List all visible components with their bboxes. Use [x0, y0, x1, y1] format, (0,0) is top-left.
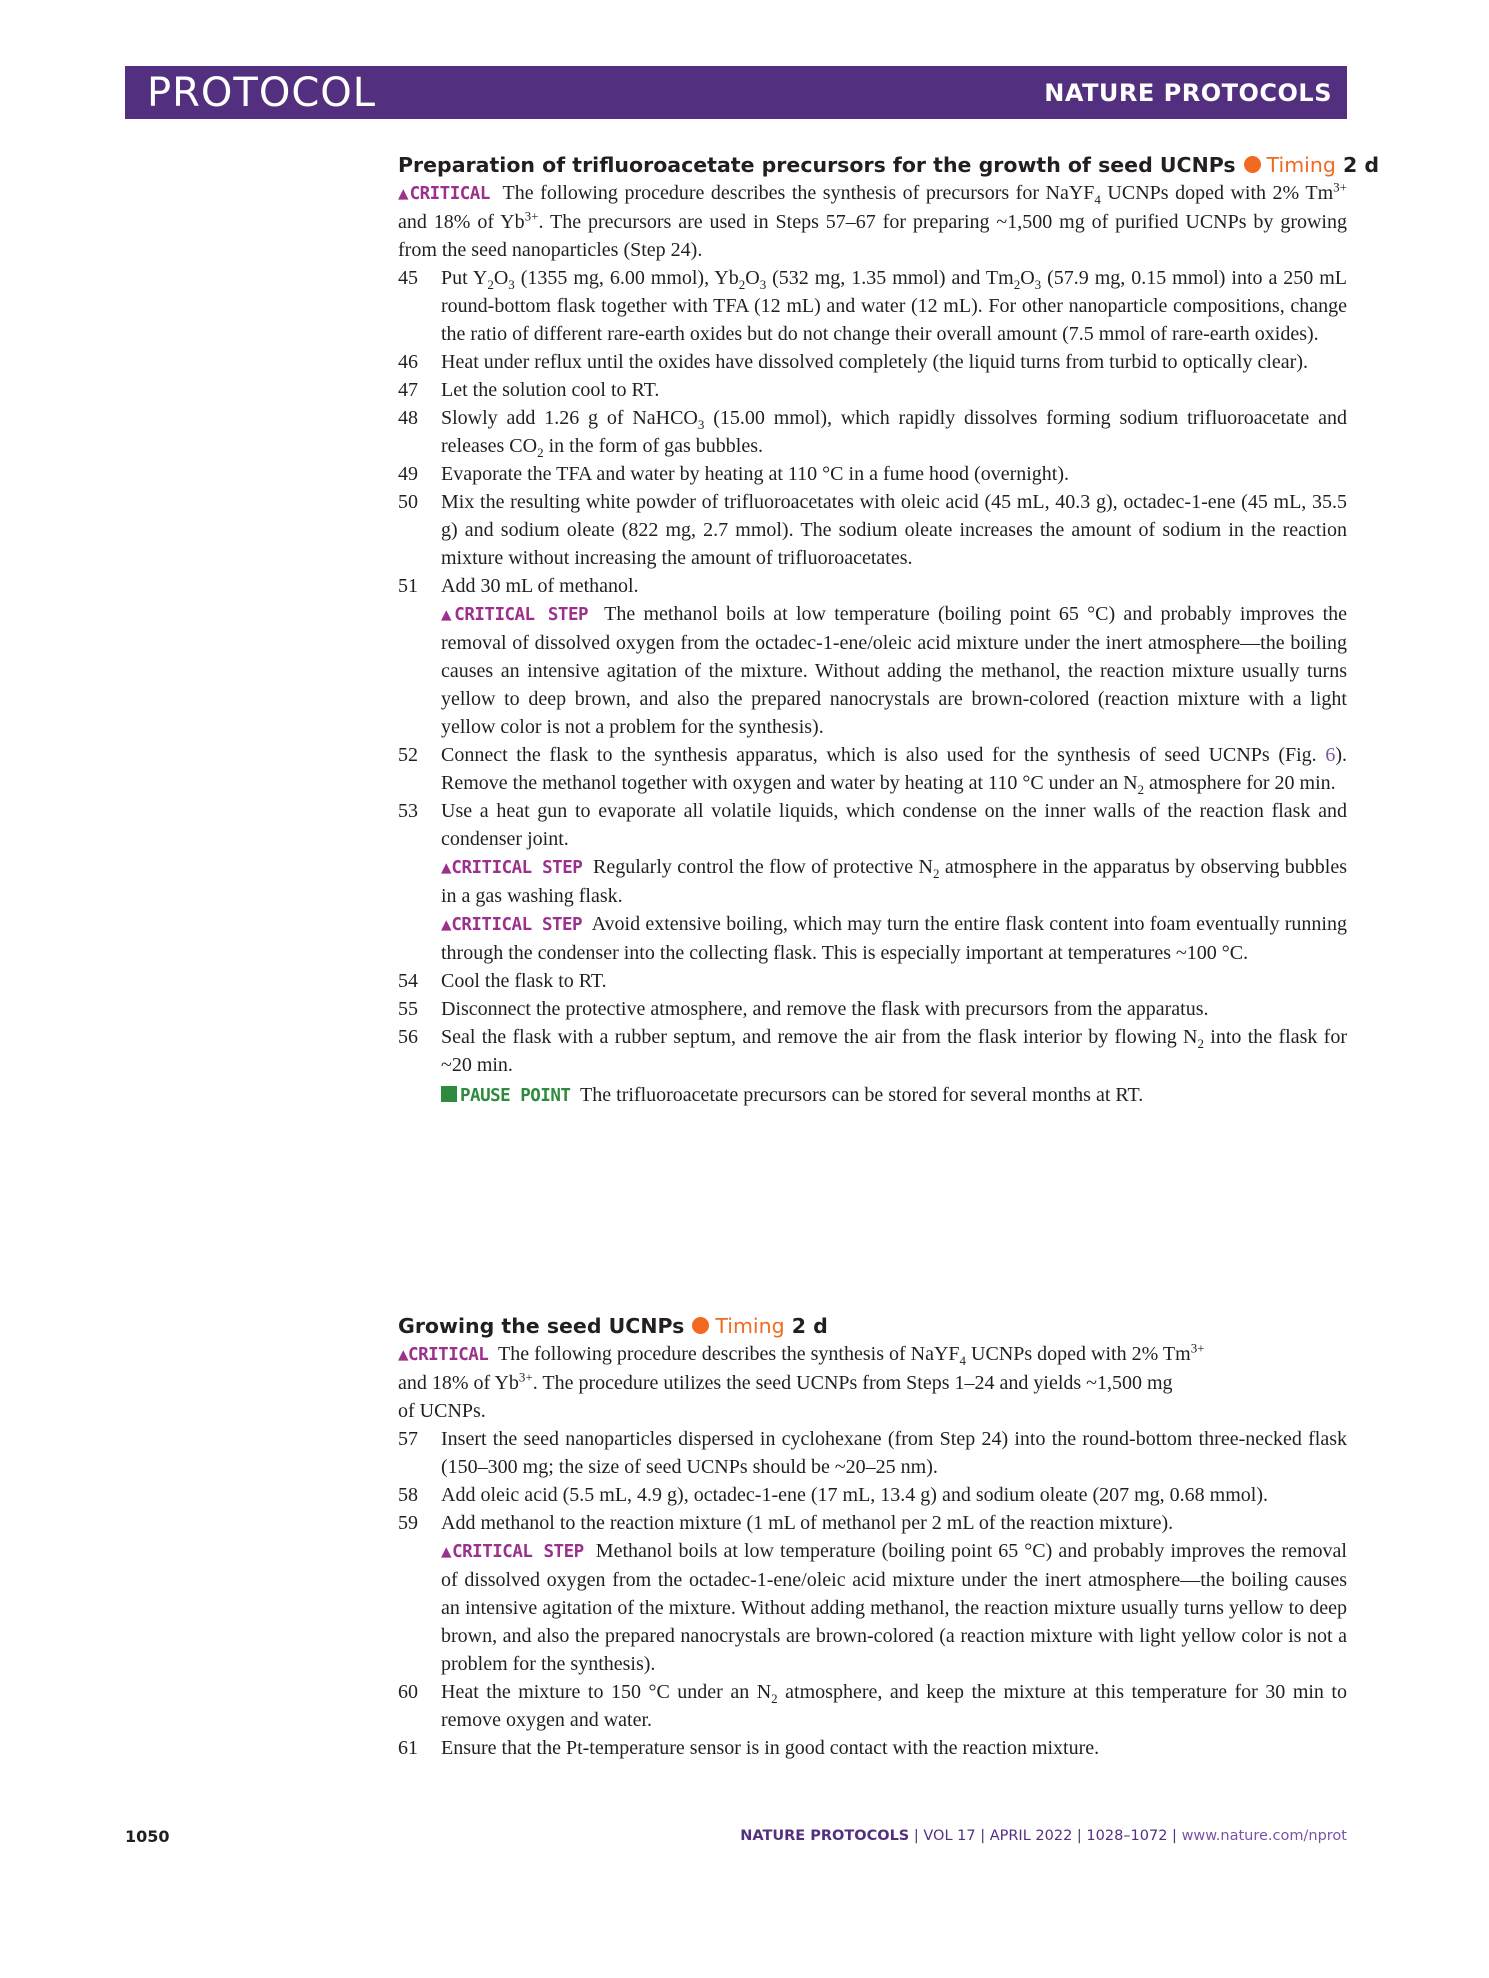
step-55: 55 Disconnect the protective atmosphere, and remove the flask with precursors from the apparatus. — [398, 998, 1209, 1020]
pause-square-icon — [441, 1086, 457, 1102]
step-60: 60 Heat the mixture to 150 °C under an $N_2$ atmosphere, and keep the mixture at this temperature for 30 min to remove oxygen and water. — [398, 1681, 1347, 1731]
section-heading — [398, 151, 1380, 179]
critical-label: ▲CRITICAL — [398, 1345, 489, 1365]
timing-value: 2 d — [791, 1314, 828, 1338]
step-49: 49 Evaporate the TFA and water by heating at 110 °C in a fume hood (overnight). — [398, 463, 1070, 485]
timing-value: 2 d — [1343, 153, 1380, 177]
step-61: 61 Ensure that the Pt-temperature sensor is in good contact with the reaction mixture. — [398, 1737, 1100, 1759]
step-51: 51 Add 30 mL of methanol. — [398, 575, 639, 597]
protocol-label: PROTOCOL — [147, 69, 377, 116]
pause-point: PAUSE POINT The trifluoroacetate precursors can be stored for several months at RT. — [398, 1081, 1347, 1110]
critical-intro: ▲CRITICAL The following procedure describes the synthesis of precursors for NaYF$_4$ UCNPs doped with 2% $Tm^{3+}$ and 18% of $Yb^{3+}$. The precursors are used in Steps 57–67 for preparing ~1,500 mg of purified UCNPs by growing from the seed nanoparticles (Step 24). — [398, 179, 1347, 261]
footer-journal: NATURE PROTOCOLS — [740, 1828, 910, 1844]
step-48: 48 Slowly add 1.26 g of NaHCO$_3$ (15.00 mmol), which rapidly dissolves forming sodium trifluoroacetate and releases $CO_2$ in the form of gas bubbles. — [398, 407, 1348, 460]
header-banner — [125, 66, 1347, 119]
step-46: 46 Heat under reflux until the oxides have dissolved completely (the liquid turns from turbid to optically clear). — [398, 351, 1308, 373]
timing-label: Timing — [715, 1314, 785, 1338]
step-52: 52 Connect the flask to the synthesis apparatus, which is also used for the synthesis of seed UCNPs (Fig. 6). Remove the methanol together with oxygen and water by heating at 110 °C under an $N_2$ atmosphere for 20 min. — [398, 744, 1347, 797]
critical-step-51: ▲CRITICAL STEP The methanol boils at low temperature (boiling point 65 °C) and probably improves the removal of dissolved oxygen from the octadec-1-ene/oleic acid mixture under the inert atmosphere—the boiling causes an intensive agitation of the mixture. Without adding the methanol, the reaction mixture usually turns yellow to deep brown, and also the prepared nanocrystals are brown-colored (reaction mixture with a light yellow color is not a problem for the synthesis). — [441, 603, 1348, 738]
step-57: 57 Insert the seed nanoparticles dispersed in cyclohexane (from Step 24) into the round-bottom three-necked flask (150–300 mg; the size of seed UCNPs should be ~20–25 nm). — [398, 1428, 1347, 1478]
figure-link[interactable]: 6 — [1325, 744, 1336, 766]
step-50: 50 Mix the resulting white powder of trifluoroacetates with oleic acid (45 mL, 40.3 g), octadec-1-ene (45 mL, 35.5 g) and sodium oleate (822 mg, 2.7 mmol). The sodium oleate increases the amount of sodium in the reaction mixture without increasing the amount of trifluoroacetates. — [398, 491, 1347, 569]
timing-label: Timing — [1266, 153, 1336, 177]
step-53: 53 Use a heat gun to evaporate all volatile liquids, which condense on the inner walls of the reaction flask and condenser joint. — [398, 800, 1347, 850]
critical-step-53a: ▲CRITICAL STEP Regularly control the flow of protective $N_2$ atmosphere in the apparatus by observing bubbles in a gas washing flask. — [441, 856, 1347, 907]
section-title: Preparation of trifluoroacetate precursors for the growth of seed UCNPs — [398, 153, 1236, 177]
footer-citation — [740, 1828, 1347, 1844]
timing-dot-icon — [692, 1317, 709, 1334]
section-growing — [398, 1312, 1347, 1762]
section-heading — [398, 1312, 1347, 1340]
section-title: Growing the seed UCNPs — [398, 1314, 685, 1338]
step-58: 58 Add oleic acid (5.5 mL, 4.9 g), octadec-1-ene (17 mL, 13.4 g) and sodium oleate (207 mg, 0.68 mmol). — [398, 1484, 1269, 1506]
step-45: 45 Put $Y_2O_3$ (1355 mg, 6.00 mmol), $Yb_2O_3$ (532 mg, 1.35 mmol) and $Tm_2O_3$ (57.9 mg, 0.15 mmol) into a 250 mL round-bottom flask together with TFA (12 mL) and water (12 mL). For other nanoparticle compositions, change the ratio of different rare-earth oxides but do not change their overall amount (7.5 mmol of rare-earth oxides). — [398, 267, 1348, 345]
journal-label: NATURE PROTOCOLS — [1044, 78, 1332, 107]
step-47: 47 Let the solution cool to RT. — [398, 379, 660, 401]
critical-step-53b: ▲CRITICAL STEP Avoid extensive boiling, which may turn the entire flask content into foam eventually running through the condenser into the collecting flask. This is especially important at temperatures ~100 °C. — [441, 913, 1347, 964]
page-number: 1050 — [125, 1827, 170, 1846]
critical-label: ▲CRITICAL — [398, 184, 490, 204]
critical-intro: ▲CRITICAL The following procedure describes the synthesis of NaYF$_4$ UCNPs doped with 2% $Tm^{3+}$ and 18% of $Yb^{3+}$. The procedure utilizes the seed UCNPs from Steps 1–24 and yields ~1,500 mg of UCNPs. — [398, 1340, 1205, 1422]
step-54: 54 Cool the flask to RT. — [398, 970, 607, 992]
section-precursors — [398, 151, 1380, 1110]
footer-url[interactable]: www.nature.com/nprot — [1181, 1828, 1347, 1844]
critical-step-59: ▲CRITICAL STEP Methanol boils at low temperature (boiling point 65 °C) and probably improves the removal of dissolved oxygen from the octadec-1-ene/oleic acid mixture under the inert atmosphere—the boiling causes an intensive agitation of the mixture. Without adding methanol, the reaction mixture usually turns yellow to deep brown, and also the prepared nanocrystals are brown-colored (a reaction mixture with light yellow color is not a problem for the synthesis). — [441, 1540, 1347, 1675]
footer-volume: | VOL 17 | APRIL 2022 | 1028–1072 | — [913, 1828, 1177, 1844]
timing-dot-icon — [1244, 156, 1261, 173]
step-59: 59 Add methanol to the reaction mixture (1 mL of methanol per 2 mL of the reaction mixture). — [398, 1512, 1174, 1534]
step-56: 56 Seal the flask with a rubber septum, and remove the air from the flask interior by flowing $N_2$ into the flask for ~20 min. — [398, 1026, 1347, 1076]
